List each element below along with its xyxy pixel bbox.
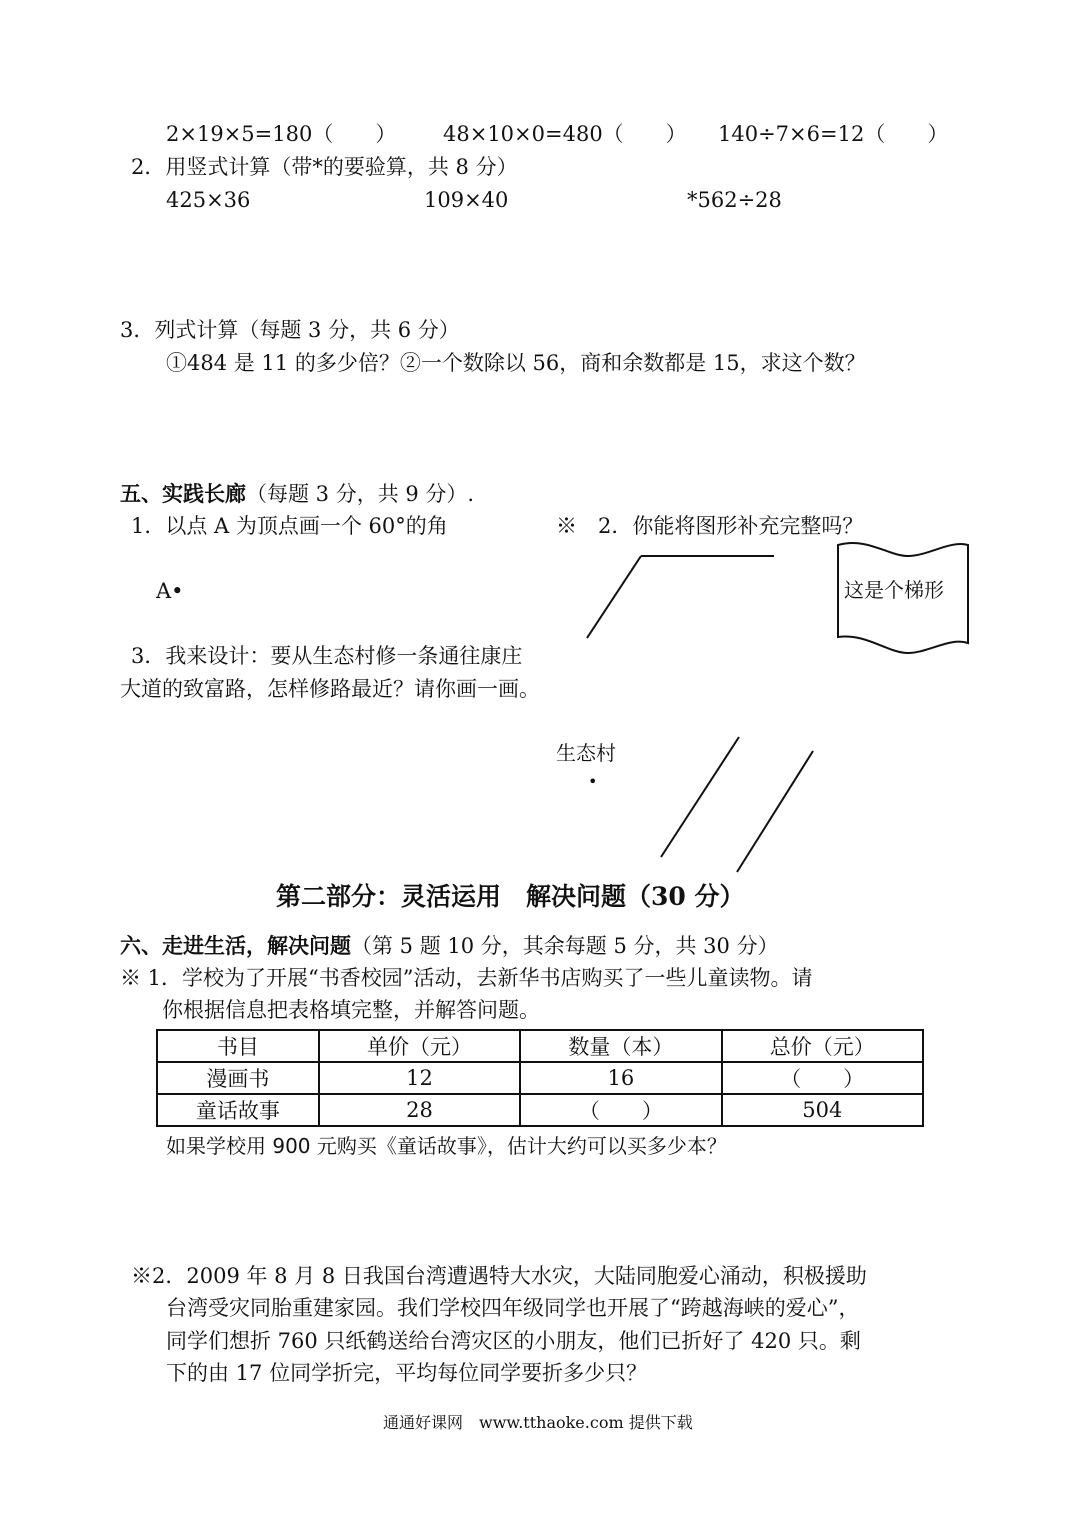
road-line-left <box>661 737 739 857</box>
q2-title: 2．用竖式计算（带*的要验算，共 8 分） <box>131 155 518 179</box>
section6-heading: 六、走进生活，解决问题 <box>120 933 351 958</box>
part2-title: 第二部分：灵活运用 解决问题（30 分） <box>276 882 745 911</box>
table-header-cell: 数量（本） <box>520 1030 721 1062</box>
section5-note: （每题 3 分，共 9 分）. <box>246 482 475 506</box>
s6-q1-line1: ※ 1．学校为了开展“书香校园”活动，去新华书店购买了一些儿童读物。请 <box>120 966 813 990</box>
q3-text: ①484 是 11 的多少倍？②一个数除以 56，商和余数都是 15，求这个数？ <box>166 351 866 375</box>
table-header-cell: 总价（元） <box>722 1030 923 1062</box>
section5-heading: 五、实践长廊 <box>120 481 246 506</box>
calc-item-2: 109×40 <box>424 188 509 212</box>
s6-q2-line3: 同学们想折 760 只纸鹤送给台湾灾区的小朋友，他们已折好了 420 只。剩 <box>166 1329 861 1353</box>
s6-q1-question: 如果学校用 900 元购买《童话故事》，估计大约可以买多少本？ <box>166 1134 727 1158</box>
trapezoid-flag-label: 这是个梯形 <box>844 578 944 602</box>
judge-item-3: 140÷7×6=12（ ） <box>718 122 949 146</box>
table-cell: 12 <box>319 1062 520 1094</box>
calc-item-3: *562÷28 <box>687 188 782 212</box>
trapezoid-left-edge <box>587 556 641 638</box>
table-cell: 16 <box>520 1062 721 1094</box>
section6-heading-line <box>120 933 779 959</box>
s5-q2: ※ 2．你能将图形补充完整吗？ <box>556 514 864 538</box>
flag-shape-icon <box>838 543 968 653</box>
village-dot: • <box>588 772 598 791</box>
s6-q2-line2: 台湾受灾同胎重建家园。我们学校四年级同学也开展了“跨越海峡的爱心”， <box>166 1296 860 1320</box>
footer-source: 通通好课网 www.tthaoke.com 提供下载 <box>383 1413 693 1432</box>
s6-q1-line2: 你根据信息把表格填完整，并解答问题。 <box>162 998 540 1022</box>
s5-q1: 1．以点 A 为顶点画一个 60°的角 <box>131 514 448 538</box>
table-cell: 504 <box>722 1094 923 1126</box>
table-row <box>157 1094 923 1126</box>
judge-item-2: 48×10×0=480（ ） <box>443 122 687 146</box>
book-table <box>156 1029 924 1127</box>
table-cell: 童话故事 <box>157 1094 319 1126</box>
s5-q3-line2: 大道的致富路，怎样修路最近？请你画一画。 <box>120 677 540 701</box>
incomplete-trapezoid <box>587 556 774 638</box>
table-cell: （ ） <box>520 1094 721 1126</box>
table-header-cell: 书目 <box>157 1030 319 1062</box>
table-header-row <box>157 1030 923 1062</box>
s6-q2-line4: 下的由 17 位同学折完，平均每位同学要折多少只？ <box>166 1361 648 1385</box>
calc-item-1: 425×36 <box>166 188 251 212</box>
road-line-right <box>737 751 813 872</box>
section6-note: （第 5 题 10 分，其余每题 5 分，共 30 分） <box>351 934 779 958</box>
table-cell: 漫画书 <box>157 1062 319 1094</box>
q3-title: 3．列式计算（每题 3 分，共 6 分） <box>120 318 460 342</box>
village-label: 生态村 <box>556 741 616 765</box>
judge-item-1: 2×19×5=180（ ） <box>166 122 397 146</box>
table-row <box>157 1062 923 1094</box>
s5-q3-line1: 3．我来设计：要从生态村修一条通往康庄 <box>131 644 523 668</box>
table-header-cell: 单价（元） <box>319 1030 520 1062</box>
table-cell: （ ） <box>722 1062 923 1094</box>
point-a-label: A• <box>156 579 184 603</box>
avenue-road <box>661 737 813 872</box>
s6-q2-line1: ※2．2009 年 8 月 8 日我国台湾遭遇特大水灾，大陆同胞爱心涌动，积极援助 <box>131 1264 867 1288</box>
table-cell: 28 <box>319 1094 520 1126</box>
